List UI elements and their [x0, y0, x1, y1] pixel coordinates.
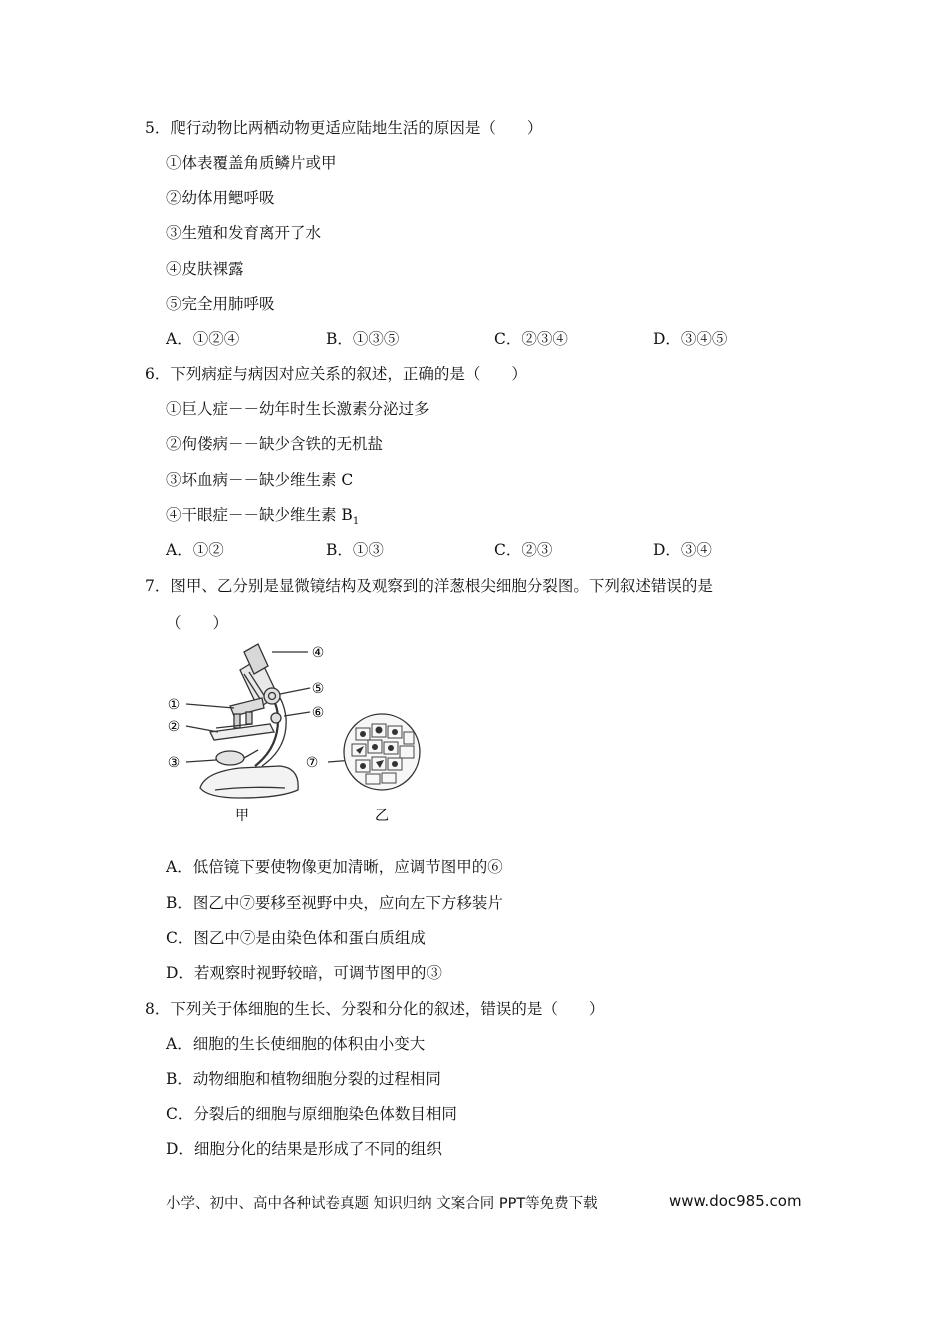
q5-option-a[interactable]: A．①②④ — [166, 330, 240, 348]
q8-option-b[interactable]: B．动物细胞和植物细胞分裂的过程相同 — [166, 1070, 441, 1088]
q8-option-a[interactable]: A．细胞的生长使细胞的体积由小变大 — [166, 1035, 426, 1053]
q7-stem: 7．图甲、乙分别是显微镜结构及观察到的洋葱根尖细胞分裂图。下列叙述错误的是 — [145, 577, 713, 595]
fig-label-1: ① — [167, 697, 181, 713]
q5-item-4: ④皮肤裸露 — [166, 260, 244, 278]
q6-item-2: ②佝偻病－－缺少含铁的无机盐 — [166, 435, 384, 453]
q8-stem: 8．下列关于体细胞的生长、分裂和分化的叙述，错误的是（ ） — [145, 1000, 605, 1018]
footer-text: 小学、初中、高中各种试卷真题 知识归纳 文案合同 PPT等免费下载 — [166, 1196, 598, 1212]
fig-label-5: ⑤ — [311, 681, 325, 697]
q7-option-d[interactable]: D．若观察时视野较暗，可调节图甲的③ — [166, 964, 442, 982]
q6-item-4-subscript: 1 — [352, 516, 360, 528]
fig-label-3: ③ — [167, 755, 181, 771]
fig-caption-left: 甲 — [235, 808, 249, 824]
fig-label-4: ④ — [311, 645, 325, 661]
microscope-figure — [160, 640, 440, 825]
q5-stem: 5．爬行动物比两栖动物更适应陆地生活的原因是（ ） — [145, 119, 543, 137]
q6-option-a[interactable]: A．①② — [166, 541, 224, 559]
q7-option-c[interactable]: C．图乙中⑦是由染色体和蛋白质组成 — [166, 929, 426, 947]
q5-item-2: ②幼体用鳃呼吸 — [166, 189, 275, 207]
q7-option-b[interactable]: B．图乙中⑦要移至视野中央，应向左下方移装片 — [166, 894, 503, 912]
q6-item-4: ④干眼症－－缺少维生素 $B_1$ — [166, 506, 360, 528]
q6-stem: 6．下列病症与病因对应关系的叙述，正确的是（ ） — [145, 365, 527, 383]
q8-option-d[interactable]: D．细胞分化的结果是形成了不同的组织 — [166, 1140, 442, 1158]
fig-label-6: ⑥ — [311, 705, 325, 721]
q5-option-b[interactable]: B．①③⑤ — [326, 330, 400, 348]
q7-paren: （ ） — [166, 614, 229, 632]
q5-item-1: ①体表覆盖角质鳞片或甲 — [166, 154, 337, 172]
q6-item-1: ①巨人症－－幼年时生长激素分泌过多 — [166, 400, 430, 418]
fig-label-2: ② — [167, 719, 181, 735]
q6-option-c[interactable]: C．②③ — [494, 541, 553, 559]
page-footer — [166, 1192, 802, 1213]
q6-option-d[interactable]: D．③④ — [653, 541, 712, 559]
q5-item-3: ③生殖和发育离开了水 — [166, 224, 322, 242]
q8-option-c[interactable]: C．分裂后的细胞与原细胞染色体数目相同 — [166, 1105, 457, 1123]
q7-option-a[interactable]: A．低倍镜下要使物像更加清晰，应调节图甲的⑥ — [166, 858, 503, 876]
q5-option-d[interactable]: D．③④⑤ — [653, 330, 728, 348]
q6-option-b[interactable]: B．①③ — [326, 541, 384, 559]
footer-site-link[interactable]: www.doc985.com — [669, 1192, 802, 1210]
fig-caption-right: 乙 — [375, 808, 389, 824]
q5-item-5: ⑤完全用肺呼吸 — [166, 295, 275, 313]
q5-option-c[interactable]: C．②③④ — [494, 330, 568, 348]
fig-label-7: ⑦ — [305, 755, 319, 771]
q6-item-3: ③坏血病－－缺少维生素 C — [166, 471, 354, 489]
